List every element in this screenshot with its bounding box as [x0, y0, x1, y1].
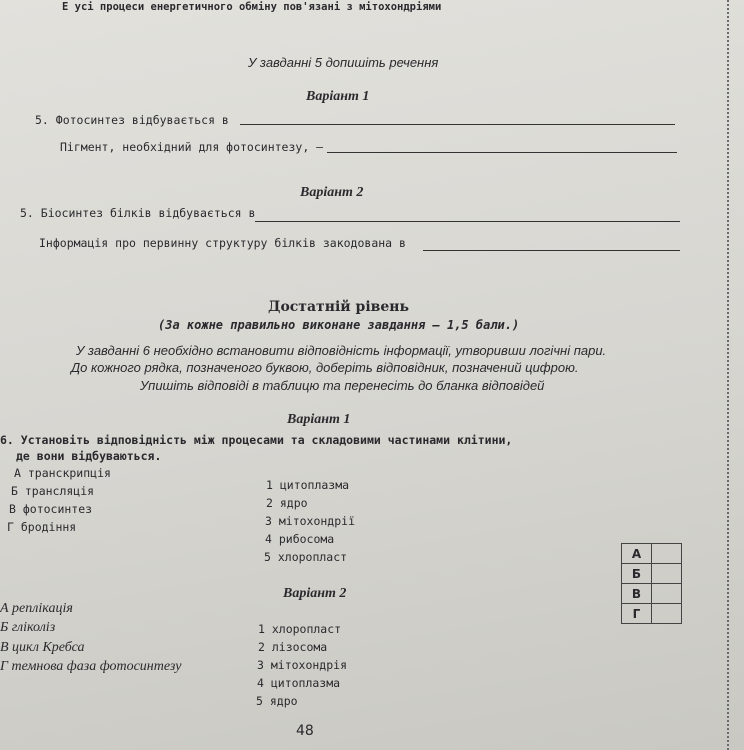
v1-option-c: В фотосинтез: [9, 502, 93, 516]
task6-instruction-line3: Упишіть відповіді в таблицю та перенесіть до бланка відповідей: [140, 378, 545, 393]
v1-number-4: 4 рибосома: [265, 532, 335, 546]
variant2-title: Варіант 2: [300, 185, 364, 200]
v1-question-1: 5. Фотосинтез відбувається в: [35, 113, 229, 127]
v2-option-d: Г темнова фаза фотосинтезу: [0, 659, 182, 674]
answer-cell[interactable]: [652, 604, 682, 624]
perforation-line: [727, 0, 729, 750]
v2-number-1: 1 хлоропласт: [258, 622, 342, 636]
v2-option-a: А реплікація: [0, 601, 73, 616]
v1-number-3: 3 мітохондрії: [265, 514, 356, 528]
v2-question-2: Інформація про первинну структуру білків закодована в: [39, 236, 406, 250]
task6-question-line2: де вони відбуваються.: [16, 449, 162, 463]
v1-option-a: А транскрипція: [14, 466, 111, 480]
v2-number-3: 3 мітохондрія: [257, 658, 348, 672]
variant1-title: Варіант 1: [306, 89, 370, 104]
variant2b-title: Варіант 2: [283, 586, 347, 601]
answer-line: [423, 250, 680, 251]
task5-instruction: У завданні 5 допишіть речення: [248, 55, 439, 70]
top-line-text: Е усі процеси енергетичного обміну пов'язані з мітохондріями: [62, 1, 442, 13]
answer-line: [255, 221, 680, 222]
v1-number-5: 5 хлоропласт: [264, 550, 348, 564]
level-subtitle: (За кожне правильно виконане завдання — 1,5 бали.): [158, 318, 520, 332]
v2-number-5: 5 ядро: [256, 694, 298, 708]
task6-instruction-line1: У завданні 6 необхідно встановити відповідність інформації, утворивши логічні пари.: [76, 343, 607, 358]
v2-question-1: 5. Біосинтез білків відбувається в: [20, 206, 256, 220]
v1-question-2: Пігмент, необхідний для фотосинтезу, —: [60, 140, 324, 154]
v1-number-1: 1 цитоплазма: [266, 478, 350, 492]
v2-number-2: 2 лізосома: [258, 640, 328, 654]
answer-cell[interactable]: [652, 544, 682, 564]
answer-table: [621, 543, 682, 624]
answer-letter: Г: [622, 604, 652, 624]
answer-letter: Б: [622, 564, 652, 584]
v2-option-b: Б гліколіз: [0, 620, 56, 635]
answer-cell[interactable]: [652, 564, 682, 584]
answer-letter: В: [622, 584, 652, 604]
answer-letter: А: [622, 544, 652, 564]
level-title: Достатній рівень: [268, 299, 410, 315]
answer-line: [327, 152, 677, 153]
answer-cell[interactable]: [652, 584, 682, 604]
v2-option-c: В цикл Кребса: [0, 640, 85, 655]
v2-number-4: 4 цитоплазма: [257, 676, 341, 690]
v1-option-b: Б трансляція: [11, 484, 95, 498]
v1-number-2: 2 ядро: [266, 496, 308, 510]
v1-option-d: Г бродіння: [7, 520, 77, 534]
page-number: 48: [296, 723, 314, 739]
variant1b-title: Варіант 1: [287, 412, 351, 427]
task6-question-line1: 6. Установіть відповідність між процесами та складовими частинами клітини,: [0, 433, 513, 447]
task6-instruction-line2: До кожного рядка, позначеного буквою, доберіть відповідник, позначений цифрою.: [71, 360, 579, 375]
answer-line: [240, 124, 675, 125]
